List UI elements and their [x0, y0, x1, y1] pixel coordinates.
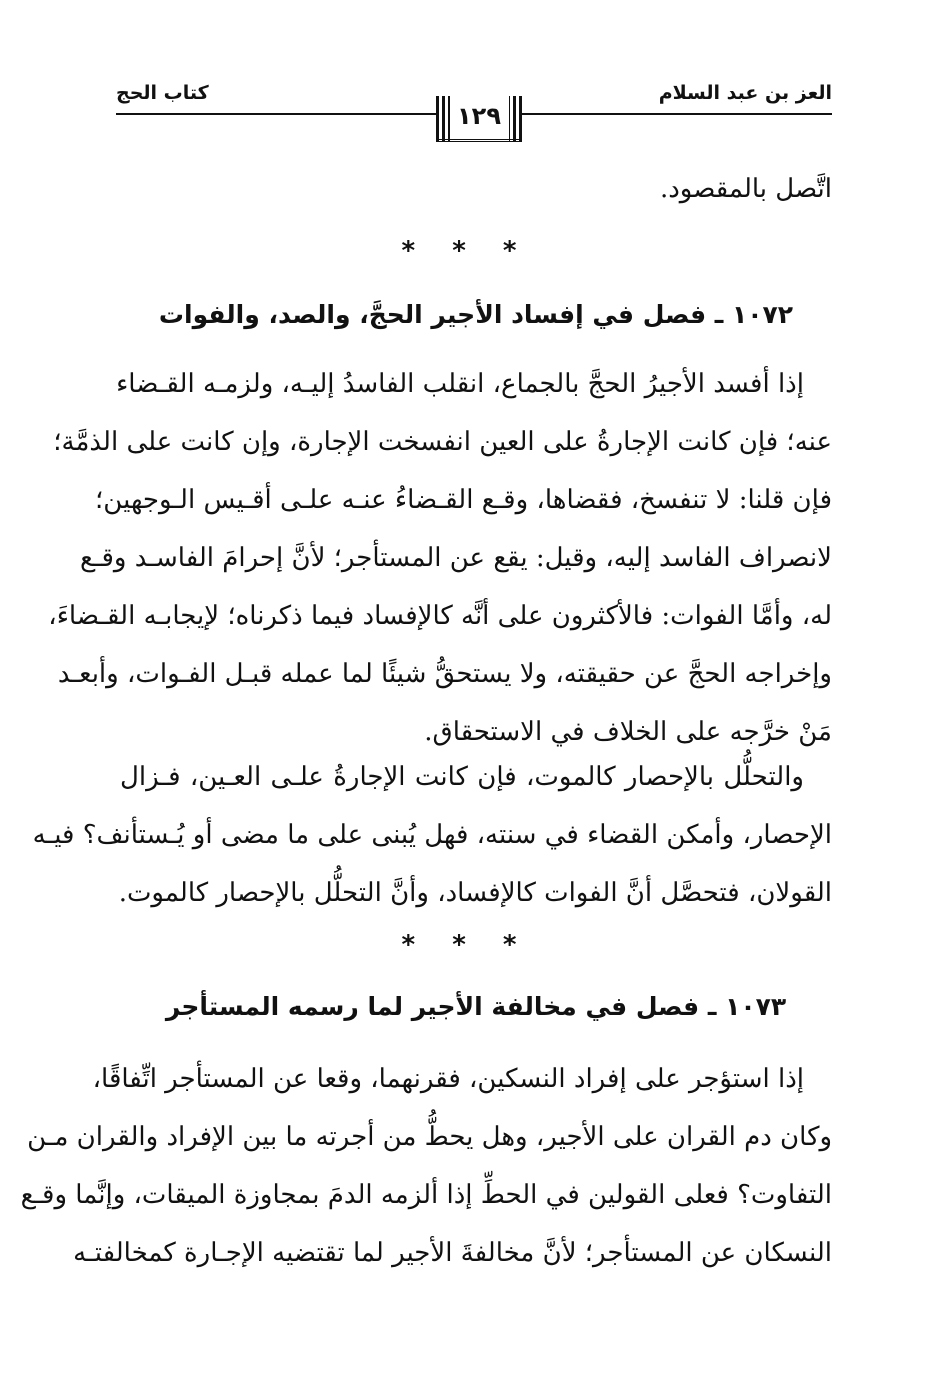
page-number-frame: [436, 92, 522, 142]
section-separator: * * *: [401, 236, 531, 266]
text-line: مَنْ خرَّجه على الخلاف في الاستحقاق.: [424, 717, 832, 747]
text-line: الإحصار، وأمكن القضاء في سنته، فهل يُبنى على ما مضى أو يُـستأنف؟ فيـه: [32, 820, 832, 850]
section-separator: * * *: [401, 930, 531, 960]
text-line: والتحلُّل بالإحصار كالموت، فإن كانت الإجارةُ علـى العـين، فـزال: [120, 762, 804, 792]
text-line: عنه؛ فإن كانت الإجارةُ على العين انفسخت الإجارة، وإن كانت على الذمَّة؛: [53, 427, 832, 457]
header-book-section: كتاب الحج: [116, 82, 209, 104]
text-line: اتَّصل بالمقصود.: [659, 174, 832, 204]
text-line: فإن قلنا: لا تنفسخ، فقضاها، وقـع القـضاءُ عنـه علـى أقـيس الـوجهين؛: [95, 485, 832, 515]
text-line: إذا استؤجر على إفراد النسكين، فقرنهما، وقعا عن المستأجر اتِّفاقًا،: [92, 1064, 804, 1094]
section-heading-1073: ١٠٧٣ ـ فصل في مخالفة الأجير لما رسمه المستأجر: [165, 992, 787, 1021]
section-1072-paragraph-2: [32, 748, 832, 922]
continuation-text: [120, 160, 832, 218]
section-1072-paragraph-1: [48, 355, 832, 761]
text-line: التفاوت؟ فعلى القولين في الحطِّ إذا ألزمه الدمَ بمجاوزة الميقات، وإنَّما وقـع: [20, 1180, 832, 1210]
text-line: القولان، فتحصَّل أنَّ الفوات كالإفساد، وأنَّ التحلُّل بالإحصار كالموت.: [118, 878, 832, 908]
page-number: ١٢٩: [457, 102, 501, 130]
section-1073-paragraph-1: [20, 1050, 832, 1282]
text-line: إذا أفسد الأجيرُ الحجَّ بالجماع، انقلب الفاسدُ إليـه، ولزمـه القـضاء: [116, 369, 804, 399]
text-line: النسكان عن المستأجر؛ لأنَّ مخالفةَ الأجير لما تقتضيه الإجـارة كمخالفتـه: [73, 1238, 832, 1268]
text-line: لانصراف الفاسد إليه، وقيل: يقع عن المستأجر؛ لأنَّ إحرامَ الفاسـد وقـع: [80, 543, 832, 573]
header-author: العز بن عبد السلام: [658, 82, 832, 104]
text-line: وكان دم القران على الأجير، وهل يحطُّ من أجرته ما بين الإفراد والقران مـن: [27, 1122, 832, 1152]
section-heading-1072: ١٠٧٢ ـ فصل في إفساد الأجير الحجَّ، والصد، والفوات: [158, 300, 794, 329]
text-line: وإخراجه الحجَّ عن حقيقته، ولا يستحقُّ شيئًا لما عمله قبـل الفـوات، وأبعـد: [57, 659, 832, 689]
text-line: له، وأمَّا الفوات: فالأكثرون على أنَّه كالإفساد فيما ذكرناه؛ لإيجابـه القـضاءَ،: [48, 601, 832, 631]
